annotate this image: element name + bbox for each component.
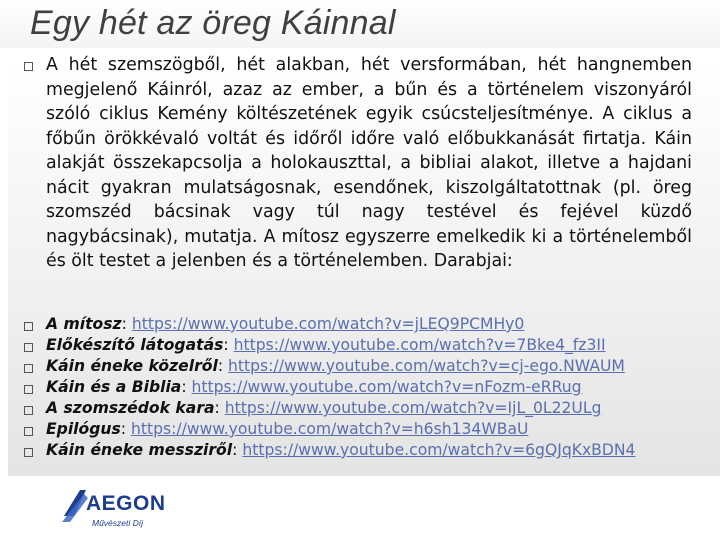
- item-title: Káin éneke közelről: [46, 357, 218, 375]
- list-item: Epilógus: https://www.youtube.com/watch?v=h6sh134WBaU: [46, 420, 529, 438]
- bullet-icon: [24, 364, 33, 373]
- item-title: Epilógus: [46, 420, 121, 438]
- item-title: A mítosz: [46, 315, 122, 333]
- intro-paragraph: A hét szemszögből, hét alakban, hét versformában, hét hangnemben megjelenő Káinról, azaz az ember, a bűn és a történelem viszonyáról szóló ciklus Kemény költészetének egyik csúcsteljesítménye. A ciklus a főbűn örökkévaló voltát és időről időre való előbukkanását firtatja. Káin alakját összekapcsolja a holokauszttal, a bibliai alakot, illetve a hajdani nácit gyakran mulatságosnak, esendőnek, kiszolgáltatottnak (pl. öreg szomszéd bácsinak vagy túl nagy testével és fejével küzdő nagybácsinak), mutatja. A mítosz egyszerre emelkedik ki a történelemből és ölt testet a jelenben és a történelemben. Darabjai:: [46, 55, 692, 271]
- logo-wordmark: AEGON: [86, 492, 166, 515]
- video-link[interactable]: https://www.youtube.com/watch?v=jLEQ9PCMHy0: [131, 315, 525, 333]
- item-title: A szomszédok kara: [46, 399, 215, 417]
- video-link[interactable]: https://www.youtube.com/watch?v=6gQJqKxBDN4: [242, 441, 636, 459]
- bullet-icon: [24, 448, 33, 457]
- item-title: Káin és a Biblia: [46, 378, 182, 396]
- slide-title: Egy hét az öreg Káinnal: [30, 4, 396, 42]
- video-link[interactable]: https://www.youtube.com/watch?v=cj-ego.NWAUM: [228, 357, 625, 375]
- list-item: Előkészítő látogatás: https://www.youtube.com/watch?v=7Bke4_fz3II: [46, 336, 606, 354]
- bullet-icon: [24, 427, 33, 436]
- bullet-icon: [24, 343, 33, 352]
- bullet-icon: [24, 322, 33, 331]
- bullet-icon: [24, 385, 33, 394]
- list-item: A szomszédok kara: https://www.youtube.com/watch?v=IjL_0L22ULg: [46, 399, 602, 417]
- item-title: Előkészítő látogatás: [46, 336, 224, 354]
- list-item: Káin és a Biblia: https://www.youtube.com/watch?v=nFozm-eRRug: [46, 378, 582, 396]
- bullet-icon: [24, 406, 33, 415]
- logo-subtitle: Művészeti Díj: [92, 518, 144, 528]
- video-link[interactable]: https://www.youtube.com/watch?v=IjL_0L22ULg: [224, 399, 602, 417]
- bullet-icon: [24, 62, 33, 71]
- list-item: A mítosz: https://www.youtube.com/watch?v=jLEQ9PCMHy0: [46, 315, 525, 333]
- list-item: Káin éneke közelről: https://www.youtube.com/watch?v=cj-ego.NWAUM: [46, 357, 625, 375]
- list-item: Káin éneke messziről: https://www.youtube.com/watch?v=6gQJqKxBDN4: [46, 441, 636, 459]
- item-title: Káin éneke messziről: [46, 441, 233, 459]
- video-link[interactable]: https://www.youtube.com/watch?v=7Bke4_fz3II: [233, 336, 606, 354]
- video-link[interactable]: https://www.youtube.com/watch?v=nFozm-eRRug: [191, 378, 582, 396]
- video-link[interactable]: https://www.youtube.com/watch?v=h6sh134WBaU: [130, 420, 529, 438]
